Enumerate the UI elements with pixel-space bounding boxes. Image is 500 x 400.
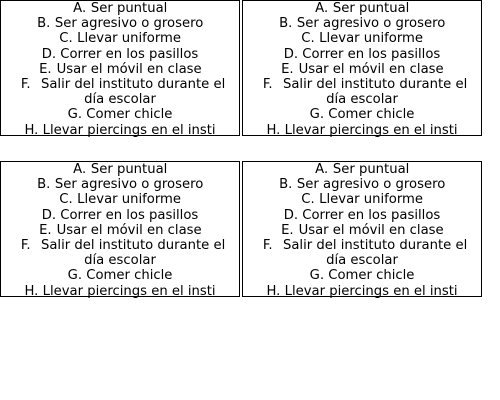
item-letter: F. — [262, 77, 273, 93]
item-letter: D. — [41, 207, 57, 223]
rules-card-2 — [242, 0, 482, 136]
rules-list — [243, 162, 481, 299]
item-text: Salir del instituto durante el día escolar — [40, 238, 226, 269]
rules-card-3 — [0, 161, 240, 297]
list-item — [243, 31, 481, 46]
list-item — [1, 47, 239, 62]
list-item — [243, 107, 481, 122]
item-letter: D. — [283, 207, 299, 223]
item-letter: B. — [279, 16, 293, 32]
item-text: Ser puntual — [332, 1, 410, 16]
item-text: Ser agresivo o grosero — [296, 177, 446, 193]
item-letter: B. — [37, 16, 51, 32]
item-letter: G. — [309, 107, 325, 123]
list-item — [1, 238, 239, 268]
item-letter: A. — [73, 1, 87, 16]
item-letter: B. — [37, 177, 51, 193]
rules-card-1 — [0, 0, 240, 136]
list-item — [243, 123, 481, 138]
list-item — [1, 162, 239, 177]
item-letter: A. — [73, 162, 87, 177]
rules-list — [243, 1, 481, 138]
list-item — [1, 223, 239, 238]
item-text: Ser puntual — [90, 162, 168, 177]
item-text: Comer chicle — [328, 268, 415, 284]
item-text: Usar el móvil en clase — [298, 222, 444, 238]
list-item — [1, 16, 239, 31]
item-letter: B. — [279, 177, 293, 193]
item-text: Llevar uniforme — [77, 192, 182, 208]
item-text: Llevar piercings en el insti — [42, 122, 216, 138]
item-text: Usar el móvil en clase — [56, 61, 202, 77]
item-letter: C. — [59, 192, 73, 208]
list-item — [243, 16, 481, 31]
item-letter: C. — [301, 192, 315, 208]
item-text: Usar el móvil en clase — [298, 61, 444, 77]
list-item — [243, 77, 481, 107]
item-text: Ser agresivo o grosero — [54, 16, 204, 32]
item-text: Correr en los pasillos — [60, 207, 199, 223]
item-text: Llevar piercings en el insti — [42, 283, 216, 299]
item-text: Ser agresivo o grosero — [296, 16, 446, 32]
list-item — [1, 268, 239, 283]
item-letter: C. — [59, 31, 73, 47]
item-letter: E. — [281, 61, 294, 77]
rules-card-4 — [242, 161, 482, 297]
list-item — [243, 268, 481, 283]
item-letter: G. — [67, 107, 83, 123]
item-text: Llevar uniforme — [319, 31, 424, 47]
item-letter: F. — [20, 77, 31, 93]
list-item — [1, 31, 239, 46]
item-text: Correr en los pasillos — [302, 46, 441, 62]
item-text: Salir del instituto durante el día escolar — [40, 77, 226, 108]
item-text: Llevar uniforme — [77, 31, 182, 47]
item-letter: F. — [20, 238, 31, 254]
list-item — [1, 77, 239, 107]
item-text: Ser puntual — [332, 162, 410, 177]
item-text: Llevar uniforme — [319, 192, 424, 208]
item-text: Llevar piercings en el insti — [284, 283, 458, 299]
list-item — [243, 62, 481, 77]
list-item — [243, 238, 481, 268]
list-item — [243, 162, 481, 177]
list-item — [243, 192, 481, 207]
item-letter: F. — [262, 238, 273, 254]
list-item — [1, 107, 239, 122]
list-item — [1, 177, 239, 192]
item-letter: H. — [266, 283, 281, 299]
item-text: Salir del instituto durante el día escolar — [282, 77, 468, 108]
list-item — [1, 284, 239, 299]
item-letter: D. — [283, 46, 299, 62]
list-item — [243, 223, 481, 238]
item-letter: G. — [67, 268, 83, 284]
item-letter: H. — [24, 122, 39, 138]
item-text: Comer chicle — [328, 107, 415, 123]
item-text: Comer chicle — [86, 268, 173, 284]
item-text: Llevar piercings en el insti — [284, 122, 458, 138]
item-letter: A. — [315, 1, 329, 16]
item-letter: H. — [266, 122, 281, 138]
list-item — [1, 123, 239, 138]
list-item — [1, 208, 239, 223]
item-letter: C. — [301, 31, 315, 47]
list-item — [243, 208, 481, 223]
item-letter: E. — [281, 222, 294, 238]
item-text: Ser puntual — [90, 1, 168, 16]
item-text: Correr en los pasillos — [60, 46, 199, 62]
rules-list — [1, 1, 239, 138]
item-letter: E. — [39, 61, 52, 77]
list-item — [243, 177, 481, 192]
item-text: Comer chicle — [86, 107, 173, 123]
list-item — [1, 1, 239, 16]
item-letter: H. — [24, 283, 39, 299]
item-letter: E. — [39, 222, 52, 238]
item-letter: A. — [315, 162, 329, 177]
item-text: Usar el móvil en clase — [56, 222, 202, 238]
list-item — [243, 284, 481, 299]
list-item — [243, 1, 481, 16]
list-item — [1, 62, 239, 77]
item-letter: D. — [41, 46, 57, 62]
item-text: Salir del instituto durante el día escolar — [282, 238, 468, 269]
item-text: Correr en los pasillos — [302, 207, 441, 223]
rules-list — [1, 162, 239, 299]
list-item — [243, 47, 481, 62]
list-item — [1, 192, 239, 207]
item-letter: G. — [309, 268, 325, 284]
item-text: Ser agresivo o grosero — [54, 177, 204, 193]
